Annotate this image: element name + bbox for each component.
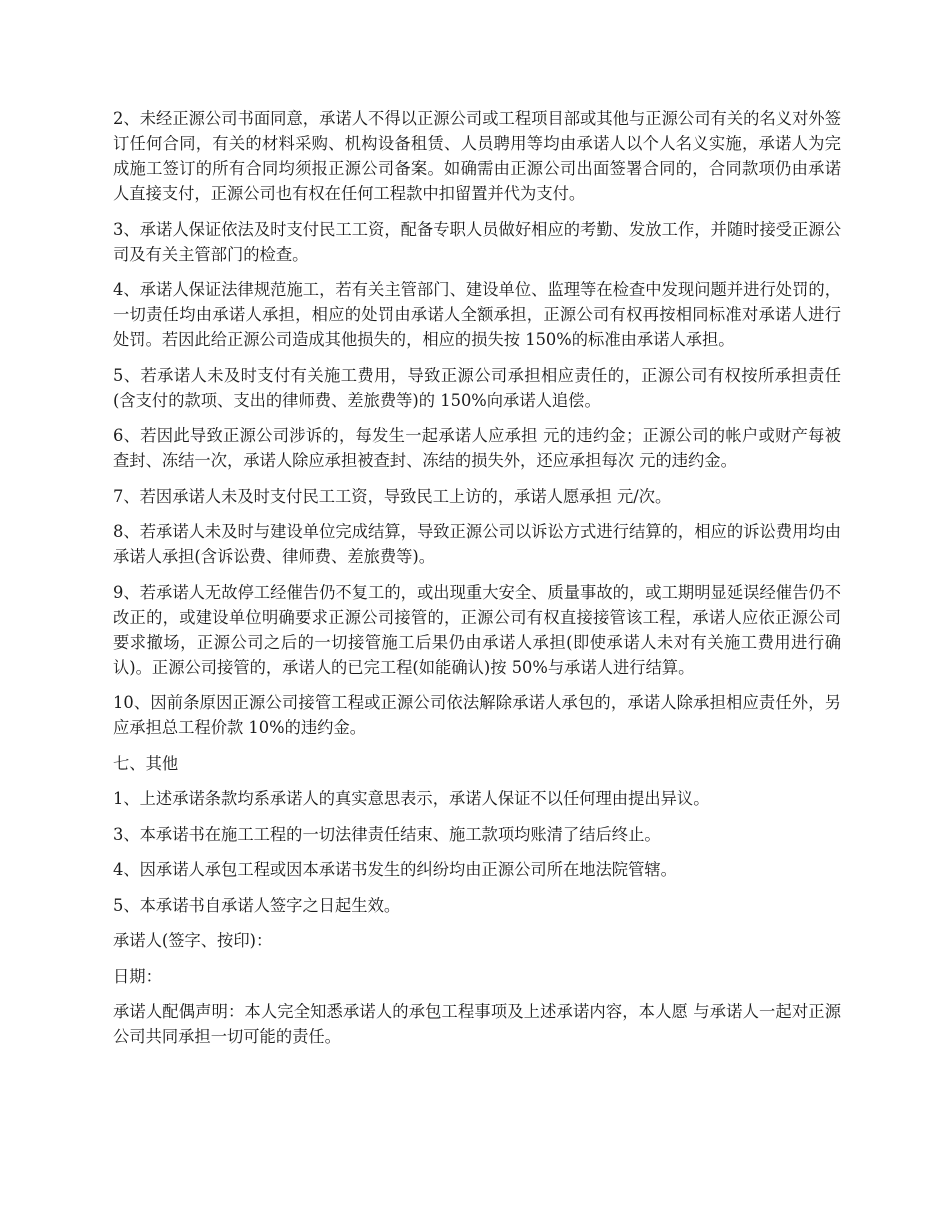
clause-2: 2、未经正源公司书面同意，承诺人不得以正源公司或工程项目部或其他与正源公司有关的名义对外签订任何合同，有关的材料采购、机构设备租赁、人员聘用等均由承诺人以个人名义实施，承诺人为完成施工签订的所有合同均须报正源公司备案。如确需由正源公司出面签署合同的，合同款项仍由承诺人直接支付，正源公司也有权在任何工程款中扣留置并代为支付。	[113, 109, 841, 203]
signature-line: 承诺人(签字、按印)：	[113, 931, 273, 950]
other-clause-3: 3、本承诺书在施工工程的一切法律责任结束、施工款项均账清了结后终止。	[113, 824, 661, 844]
clause-10: 10、因前条原因正源公司接管工程或正源公司依法解除承诺人承包的，承诺人除承担相应责任外，另应承担总工程价款 10%的违约金。	[113, 693, 841, 737]
clause-5: 5、若承诺人未及时支付有关施工费用，导致正源公司承担相应责任的，正源公司有权按所承担责任(含支付的款项、支出的律师费、差旅费等)的 150%向承诺人追偿。	[113, 365, 841, 410]
clause-3: 3、承诺人保证依法及时支付民工工资，配备专职人员做好相应的考勤、发放工作，并随时接受正源公司及有关主管部门的检查。	[113, 219, 841, 264]
clause-8: 8、若承诺人未及时与建设单位完成结算，导致正源公司以诉讼方式进行结算的，相应的诉讼费用均由承诺人承担(含诉讼费、律师费、差旅费等)。	[113, 522, 841, 566]
section-heading-other: 七、其他	[113, 753, 179, 773]
clause-9: 9、若承诺人无故停工经催告仍不复工的，或出现重大安全、质量事故的，或工期明显延误经催告仍不改正的，或建设单位明确要求正源公司接管的，正源公司有权直接接管该工程，承诺人应依正源公司要求撤场，正源公司之后的一切接管施工后果仍由承诺人承担(即使承诺人未对有关施工费用进行确认)。正源公司接管的，承诺人的已完工程(如能确认)按 50%与承诺人进行结算。	[113, 582, 841, 677]
date-line: 日期：	[113, 966, 162, 986]
other-clause-4: 4、因承诺人承包工程或因本承诺书发生的纠纷均由正源公司所在地法院管辖。	[113, 860, 677, 879]
clause-4: 4、承诺人保证法律规范施工，若有关主管部门、建设单位、监理等在检查中发现问题并进行处罚的，一切责任均由承诺人承担，相应的处罚由承诺人全额承担，正源公司有权再按相同标准对承诺人进行处罚。若因此给正源公司造成其他损失的，相应的损失按 150%的标准由承诺人承担。	[113, 280, 841, 349]
other-clause-1: 1、上述承诺条款均系承诺人的真实意思表示，承诺人保证不以任何理由提出异议。	[113, 789, 710, 808]
spouse-declaration: 承诺人配偶声明：本人完全知悉承诺人的承包工程事项及上述承诺内容，本人愿 与承诺人一起对正源公司共同承担一切可能的责任。	[113, 1002, 841, 1046]
clause-6: 6、若因此导致正源公司涉诉的，每发生一起承诺人应承担 元的违约金；正源公司的帐户或财产每被查封、冻结一次，承诺人除应承担被查封、冻结的损失外，还应承担每次 元的违约金。	[113, 426, 841, 470]
other-clause-5: 5、本承诺书自承诺人签字之日起生效。	[113, 895, 401, 915]
document-body	[113, 106, 841, 1060]
clause-7: 7、若因承诺人未及时支付民工工资，导致民工上访的，承诺人愿承担 元/次。	[113, 486, 672, 506]
